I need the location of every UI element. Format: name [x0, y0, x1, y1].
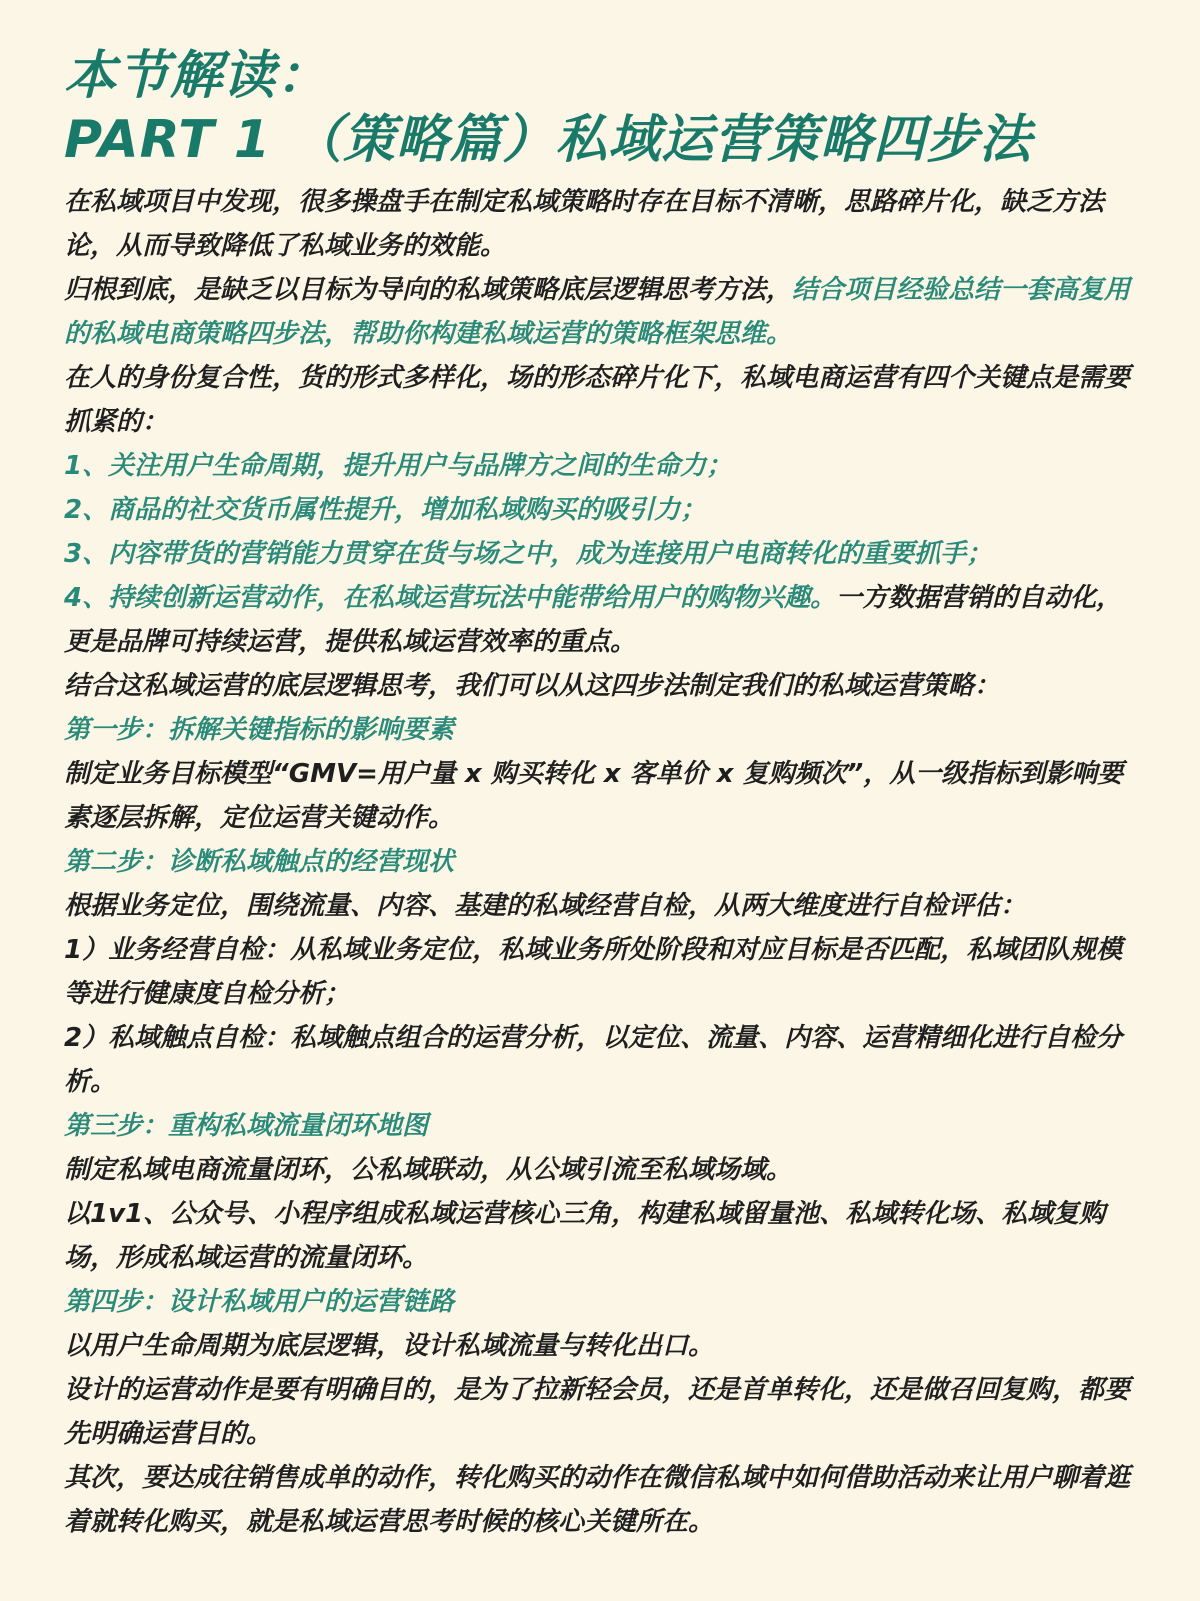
root-cause-text: 归根到底，是缺乏以目标为导向的私域策略底层逻辑思考方法， — [64, 275, 793, 305]
step4-text-3: 其次，要达成往销售成单的动作，转化购买的动作在微信私域中如何借助活动来让用户聊着逛着就转化购买，就是私域运营思考时候的核心关键所在。 — [64, 1463, 1131, 1537]
step3-title: 第三步：重构私域流量闭环地图 — [64, 1111, 429, 1141]
root-cause-highlight: 结合项目经验总结一套高复用的私域电商策略四步法，帮助你构建私域运营的策略框架思维。 — [64, 275, 1131, 349]
step2-text: 根据业务定位，围绕流量、内容、基建的私域经营自检，从两大维度进行自检评估： — [64, 891, 1027, 921]
combine-paragraph: 结合这私域运营的底层逻辑思考，我们可以从这四步法制定我们的私域运营策略： — [64, 671, 1001, 701]
root-cause-paragraph — [64, 268, 1140, 356]
intro-paragraph: 在私域项目中发现，很多操盘手在制定私域策略时存在目标不清晰，思路碎片化，缺乏方法论，从而导致降低了私域业务的效能。 — [64, 187, 1105, 261]
step3-text-2: 以1v1、公众号、小程序组成私域运营核心三角，构建私域留量池、私域转化场、私域复购场，形成私域运营的流量闭环。 — [64, 1199, 1106, 1273]
key-point-4-highlight: 4、持续创新运营动作，在私域运营玩法中能带给用户的购物兴趣。 — [64, 583, 837, 613]
step4-text-1: 以用户生命周期为底层逻辑，设计私域流量与转化出口。 — [64, 1331, 715, 1361]
key-points-intro: 在人的身份复合性，货的形式多样化，场的形态碎片化下，私域电商运营有四个关键点是需要抓紧的： — [64, 363, 1131, 437]
page-title — [64, 44, 1140, 172]
step1-title: 第一步：拆解关键指标的影响要素 — [64, 715, 455, 745]
key-point-3: 3、内容带货的营销能力贯穿在货与场之中，成为连接用户电商转化的重要抓手； — [64, 539, 993, 569]
step1-text: 制定业务目标模型“GMV=用户量 x 购买转化 x 客单价 x 复购频次”，从一级指标到影响要素逐层拆解，定位运营关键动作。 — [64, 759, 1124, 833]
step4-title: 第四步：设计私域用户的运营链路 — [64, 1287, 455, 1317]
step2-item-1: 1）业务经营自检：从私域业务定位，私域业务所处阶段和对应目标是否匹配，私域团队规模等进行健康度自检分析； — [64, 935, 1123, 1009]
step3-text-1: 制定私域电商流量闭环，公私域联动，从公域引流至私域场域。 — [64, 1155, 793, 1185]
step2-item-2: 2）私域触点自检：私域触点组合的运营分析，以定位、流量、内容、运营精细化进行自检分析。 — [64, 1023, 1123, 1097]
step2-title: 第二步：诊断私域触点的经营现状 — [64, 847, 455, 877]
key-point-4 — [64, 576, 1140, 664]
title-line-1: 本节解读： — [64, 46, 330, 106]
article-body — [64, 180, 1140, 1544]
key-point-4-text: 一方数据营销的自动化，更是品牌可持续运营，提供私域运营效率的重点。 — [64, 583, 1123, 657]
key-point-1: 1、关注用户生命周期，提升用户与品牌方之间的生命力； — [64, 451, 733, 481]
step4-text-2: 设计的运营动作是要有明确目的，是为了拉新轻会员，还是首单转化，还是做召回复购，都要先明确运营目的。 — [64, 1375, 1131, 1449]
title-line-2: PART 1 （策略篇）私域运营策略四步法 — [64, 110, 1033, 170]
key-point-2: 2、商品的社交货币属性提升，增加私域购买的吸引力； — [64, 495, 707, 525]
